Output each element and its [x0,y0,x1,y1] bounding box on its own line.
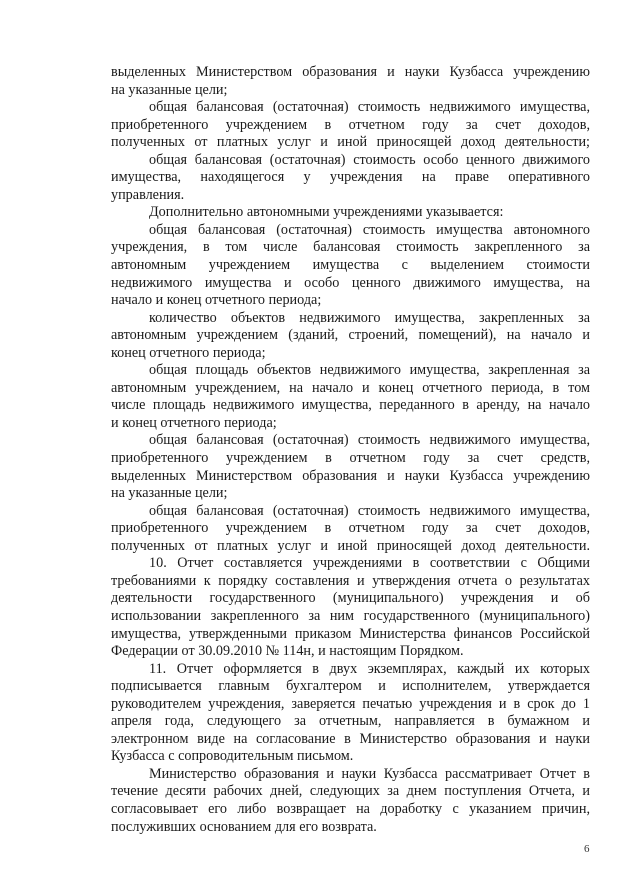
text-line: общая балансовая (остаточная) стоимость имущества автономного [149,221,590,238]
text-line: полученных от платных услуг и иной приносящей доход деятельности; [111,134,590,151]
text-line: начало и конец отчетного периода; [111,292,322,309]
text-line: 11. Отчет оформляется в двух экземплярах, каждый их которых [149,660,590,677]
text-line: количество объектов недвижимого имущества, закрепленных за [149,309,590,326]
text-line: требованиями к порядку составления и утверждения отчета о результатах [111,572,590,589]
text-line: электронном виде на согласование в Министерство образования и науки [111,730,590,747]
text-line: Министерство образования и науки Кузбасса рассматривает Отчет в [149,765,590,782]
document-body [111,64,590,836]
text-line: Кузбасса с сопроводительным письмом. [111,748,354,765]
text-line: автономным учреждением, на начало и конец отчетного периода, в том [111,379,590,396]
text-line: использовании закрепленного за ним государственного (муниципального) [111,607,590,624]
text-line: деятельности государственного (муниципального) учреждения и об [111,590,590,607]
text-line: имущества, находящегося у учреждения на праве оперативного [111,169,590,186]
text-line: подписывается главным бухгалтером и исполнителем, утверждается [111,678,590,695]
text-line: согласовывает его либо возвращает на доработку с указанием причин, [111,800,590,817]
text-line: приобретенного учреждением в отчетном году за счет доходов, [111,520,590,537]
text-line: приобретенного учреждением в отчетном году за счет средств, [111,450,590,467]
text-line: управления. [111,186,185,203]
text-line: Федерации от 30.09.2010 № 114н, и настоящим Порядком. [111,643,464,660]
text-line: руководителем учреждения, заверяется печатью учреждения и в срок до 1 [111,695,590,712]
text-line: и конец отчетного периода; [111,414,277,431]
text-line: учреждения, в том числе балансовая стоимость закрепленного за [111,239,590,256]
text-line: на указанные цели; [111,485,228,502]
text-line: 10. Отчет составляется учреждениями в соответствии с Общими [149,555,590,572]
text-line: на указанные цели; [111,81,228,98]
text-line: приобретенного учреждением в отчетном году за счет доходов, [111,116,590,133]
text-line: полученных от платных услуг и иной приносящей доход деятельности. [111,537,590,554]
text-line: числе площадь недвижимого имущества, переданного в аренду, на начало [111,397,590,414]
text-line: послуживших основанием для его возврата. [111,818,377,835]
text-line: общая балансовая (остаточная) стоимость недвижимого имущества, [149,99,590,116]
text-line: общая площадь объектов недвижимого имущества, закрепленная за [149,362,590,379]
text-line: выделенных Министерством образования и науки Кузбасса учреждению [111,467,590,484]
text-line: апреля года, следующего за отчетным, направляется в бумажном и [111,713,590,730]
text-line: выделенных Министерством образования и науки Кузбасса учреждению [111,64,590,80]
text-line: недвижимого имущества и особо ценного движимого имущества, на [111,274,590,291]
text-line: автономным учреждением имущества с выделением стоимости [111,257,590,274]
text-line: течение десяти рабочих дней, следующих за днем поступления Отчета, и [111,783,590,800]
text-line: общая балансовая (остаточная) стоимость особо ценного движимого [149,151,590,168]
text-line: имущества, утвержденными приказом Министерства финансов Российской [111,625,590,642]
text-line: автономным учреждением (зданий, строений, помещений), на начало и [111,327,590,344]
text-line: Дополнительно автономными учреждениями указывается: [149,204,504,221]
text-line: конец отчетного периода; [111,344,266,361]
page-number: 6 [584,843,590,855]
text-line: общая балансовая (остаточная) стоимость недвижимого имущества, [149,432,590,449]
text-line: общая балансовая (остаточная) стоимость недвижимого имущества, [149,502,590,519]
